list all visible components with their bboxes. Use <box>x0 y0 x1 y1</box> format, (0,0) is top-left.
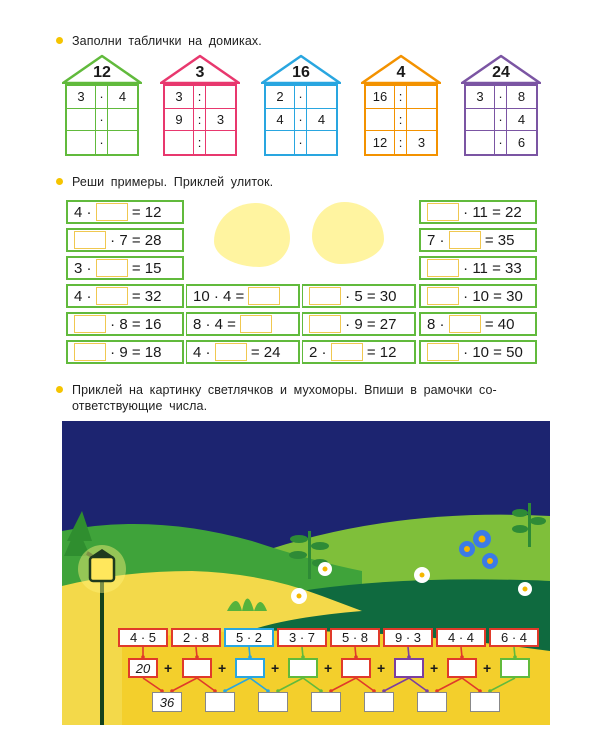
equation-suffix: · 10 = 50 <box>459 343 523 361</box>
equation-suffix: · 7 = 28 <box>106 231 162 249</box>
expression-box: 5 · 2 <box>224 628 274 647</box>
house-cell: 4 <box>307 109 336 132</box>
answer-box[interactable] <box>96 259 128 277</box>
expression-box: 3 · 7 <box>277 628 327 647</box>
answer-box[interactable] <box>331 343 363 361</box>
answer-box[interactable] <box>215 343 247 361</box>
house-cell[interactable] <box>67 131 96 154</box>
product-box[interactable] <box>341 658 371 678</box>
product-box[interactable] <box>288 658 318 678</box>
equation-right-4 <box>419 284 537 308</box>
equation-right-2 <box>419 228 537 252</box>
sum-box[interactable] <box>417 692 447 712</box>
equation-left-5 <box>66 312 184 336</box>
equation-mid2-2 <box>302 312 416 336</box>
equation-suffix: · 11 = 22 <box>459 203 522 221</box>
answer-box[interactable] <box>427 203 459 221</box>
house-cell: · <box>96 131 108 154</box>
equation-suffix: = 12 <box>127 203 162 221</box>
snail-sticker-placeholder-left <box>214 203 290 267</box>
expression-box: 9 · 3 <box>383 628 433 647</box>
plus-sign: + <box>164 660 173 676</box>
answer-box[interactable] <box>309 287 341 305</box>
house-number: 16 <box>292 64 310 81</box>
equation-suffix: = 15 <box>127 259 162 277</box>
house-cell[interactable] <box>407 109 436 132</box>
house-cell[interactable] <box>108 131 137 154</box>
equation-prefix: 8 · <box>427 315 449 333</box>
equation-left-2 <box>66 228 184 252</box>
equation-suffix: · 11 = 33 <box>459 259 522 277</box>
bullet-icon <box>56 386 63 393</box>
house-cell: · <box>495 86 507 109</box>
equation-left-1 <box>66 200 184 224</box>
plus-sign: + <box>483 660 492 676</box>
equation-suffix: = 24 <box>246 343 281 361</box>
house-cell[interactable] <box>108 109 137 132</box>
house-number: 12 <box>93 64 111 81</box>
equation-prefix: 2 · <box>309 343 331 361</box>
task2-instruction <box>56 175 273 189</box>
house-cell: 4 <box>108 86 137 109</box>
task3-text-line2: ответствующие числа. <box>72 399 208 413</box>
product-box[interactable] <box>500 658 530 678</box>
house-table <box>364 84 438 156</box>
house-cell: · <box>495 109 507 132</box>
equation-suffix: = 35 <box>480 231 515 249</box>
snail-sticker-placeholder-right <box>312 202 384 264</box>
house-cell: 9 <box>165 109 194 132</box>
equation-mid2-3 <box>302 340 416 364</box>
house-number: 3 <box>195 64 205 81</box>
answer-box[interactable] <box>309 315 341 333</box>
sum-box[interactable] <box>470 692 500 712</box>
answer-box[interactable] <box>427 343 459 361</box>
bullet-icon <box>56 178 63 185</box>
answer-box[interactable] <box>74 315 106 333</box>
house-cell: · <box>96 86 108 109</box>
equation-mid1-2 <box>186 312 300 336</box>
equation-prefix: 10 · 4 = <box>193 287 249 305</box>
expression-box: 5 · 8 <box>330 628 380 647</box>
task2-text: Реши примеры. Приклей улиток. <box>72 175 274 189</box>
sum-box[interactable] <box>364 692 394 712</box>
sum-box[interactable] <box>311 692 341 712</box>
plus-sign: + <box>218 660 227 676</box>
product-box: 20 <box>128 658 158 678</box>
equation-suffix: · 9 = 18 <box>106 343 162 361</box>
equation-left-4 <box>66 284 184 308</box>
plus-sign: + <box>430 660 439 676</box>
expression-box: 2 · 8 <box>171 628 221 647</box>
equation-left-3 <box>66 256 184 280</box>
house-cell: : <box>395 109 407 132</box>
task3-instruction <box>56 382 497 414</box>
house-cell: 12 <box>366 131 395 154</box>
house-3 <box>261 54 341 158</box>
house-cell[interactable] <box>165 131 194 154</box>
answer-box[interactable] <box>96 287 128 305</box>
house-cell[interactable] <box>466 109 495 132</box>
equation-prefix: 7 · <box>427 231 449 249</box>
plus-sign: + <box>377 660 386 676</box>
answer-box[interactable] <box>449 231 481 249</box>
product-box[interactable] <box>182 658 212 678</box>
house-cell[interactable] <box>307 86 336 109</box>
house-cell[interactable] <box>206 86 235 109</box>
house-cell: · <box>495 131 507 154</box>
product-box[interactable] <box>447 658 477 678</box>
equation-suffix: = 40 <box>480 315 515 333</box>
house-cell: · <box>295 131 307 154</box>
house-cell: · <box>295 109 307 132</box>
equation-suffix: = 32 <box>127 287 162 305</box>
plus-sign: + <box>324 660 333 676</box>
house-table <box>264 84 338 156</box>
house-2 <box>160 54 240 158</box>
house-cell[interactable] <box>466 131 495 154</box>
equation-mid1-1 <box>186 284 300 308</box>
task1-text: Заполни таблички на домиках. <box>72 34 262 48</box>
expression-box: 4 · 4 <box>436 628 486 647</box>
answer-box[interactable] <box>248 287 280 305</box>
house-cell: 3 <box>206 109 235 132</box>
equation-suffix: · 10 = 30 <box>459 287 523 305</box>
sum-box[interactable] <box>205 692 235 712</box>
house-cell: 3 <box>417 135 426 151</box>
night-meadow-scene <box>62 421 550 725</box>
equation-right-5 <box>419 312 537 336</box>
house-cell: · <box>295 86 307 109</box>
task1-instruction <box>56 34 262 48</box>
equation-suffix: · 5 = 30 <box>341 287 397 305</box>
house-5 <box>461 54 541 158</box>
house-1 <box>62 54 142 158</box>
house-cell: · <box>96 109 108 132</box>
equation-prefix: 3 · <box>74 259 96 277</box>
house-cell[interactable] <box>67 109 96 132</box>
answer-box[interactable] <box>427 259 459 277</box>
house-cell: : <box>194 109 206 132</box>
house-table <box>163 84 237 156</box>
equation-suffix: = 12 <box>362 343 397 361</box>
house-4 <box>361 54 441 158</box>
house-cell: 16 <box>366 86 395 109</box>
answer-box[interactable] <box>449 315 481 333</box>
equation-prefix: 8 · 4 = <box>193 315 241 333</box>
answer-box[interactable] <box>74 343 106 361</box>
house-number: 4 <box>396 64 406 81</box>
house-cell[interactable] <box>266 131 295 154</box>
sum-box: 36 <box>152 692 182 712</box>
equation-suffix: · 8 = 16 <box>106 315 162 333</box>
equation-right-6 <box>419 340 537 364</box>
product-box[interactable] <box>394 658 424 678</box>
product-box[interactable] <box>235 658 265 678</box>
equation-mid1-3 <box>186 340 300 364</box>
answer-box[interactable] <box>74 231 106 249</box>
house-cell: : <box>395 131 407 154</box>
equation-right-3 <box>419 256 537 280</box>
house-cell: 3 <box>466 86 495 109</box>
house-cell[interactable] <box>206 131 235 154</box>
equation-prefix: 4 · <box>74 203 96 221</box>
expression-box: 4 · 5 <box>118 628 168 647</box>
house-cell: 4 <box>266 109 295 132</box>
equation-mid2-1 <box>302 284 416 308</box>
house-cell: 6 <box>517 135 526 151</box>
house-cell: 3 <box>67 86 96 109</box>
house-cell[interactable] <box>307 131 336 154</box>
bullet-icon <box>56 37 63 44</box>
equation-prefix: 4 · <box>193 343 215 361</box>
expression-box: 6 · 4 <box>489 628 539 647</box>
equation-right-1 <box>419 200 537 224</box>
house-cell: 4 <box>507 109 536 132</box>
equation-suffix: · 9 = 27 <box>341 315 397 333</box>
answer-box[interactable] <box>427 287 459 305</box>
answer-box[interactable] <box>240 315 272 333</box>
house-cell: 3 <box>165 86 194 109</box>
house-cell[interactable] <box>366 109 395 132</box>
house-cell[interactable] <box>407 86 436 109</box>
equation-left-6 <box>66 340 184 364</box>
answer-box[interactable] <box>96 203 128 221</box>
house-cell: 2 <box>266 86 295 109</box>
task3-text-line1: Приклей на картинку светлячков и мухоморы. Впиши в рамочки со- <box>72 383 497 397</box>
house-table <box>464 84 538 156</box>
house-cell: : <box>194 131 206 154</box>
house-number: 24 <box>492 64 510 81</box>
house-cell: : <box>194 86 206 109</box>
house-table <box>65 84 139 156</box>
equation-prefix: 4 · <box>74 287 96 305</box>
house-cell: : <box>395 86 407 109</box>
house-cell: 8 <box>507 86 536 109</box>
plus-sign: + <box>271 660 280 676</box>
sum-box[interactable] <box>258 692 288 712</box>
